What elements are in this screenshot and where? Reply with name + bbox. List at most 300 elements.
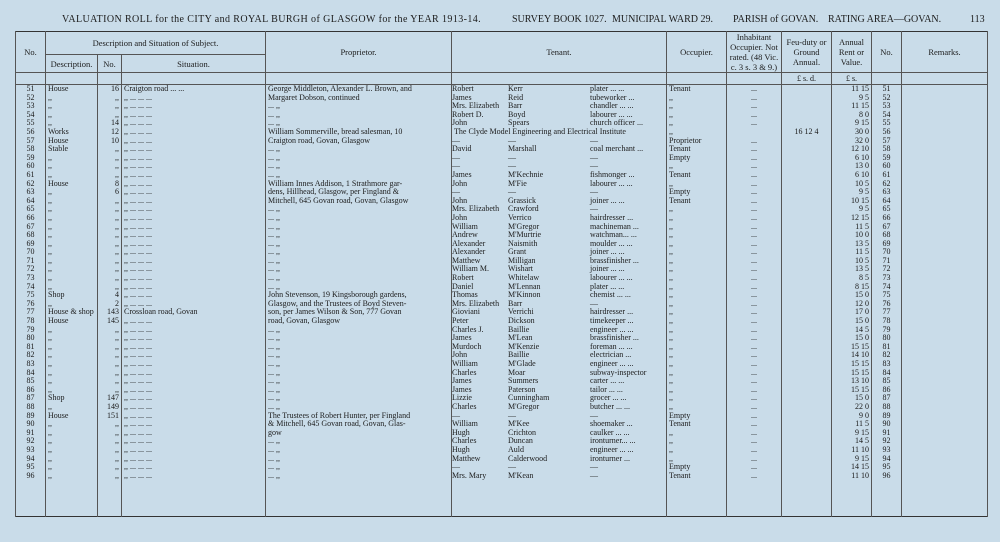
inhabitant: ... [727, 223, 782, 232]
tenant-first-name: Charles [452, 437, 477, 446]
entry-number: 58 [16, 145, 46, 154]
description: Stable [46, 145, 98, 154]
entry-number-right: 84 [872, 369, 902, 378]
table-row [16, 472, 988, 481]
house-number: 4 [98, 291, 122, 300]
proprietor: ... ,, [266, 343, 452, 352]
entry-number-right: 81 [872, 343, 902, 352]
table-row [16, 188, 988, 197]
description: ,, [46, 111, 98, 120]
tenant-occupation: plater ... ... [590, 84, 625, 93]
situation: ,, ... ... ... [122, 326, 266, 335]
occupier: ,, [667, 128, 727, 137]
feu-duty [782, 343, 832, 352]
entry-number-right: 93 [872, 446, 902, 455]
entry-number-right: 96 [872, 472, 902, 481]
proprietor: ... ,, [266, 257, 452, 266]
remarks [902, 188, 988, 197]
inhabitant: ... [727, 472, 782, 481]
table-row [16, 377, 988, 386]
inhabitant: ... [727, 308, 782, 317]
remarks [902, 265, 988, 274]
table-row [16, 119, 988, 128]
description: ,, [46, 162, 98, 171]
table-row [16, 154, 988, 163]
feu-duty [782, 162, 832, 171]
inhabitant: ... [727, 85, 782, 94]
proprietor: ... ,, [266, 386, 452, 395]
tenant-first-name: James [452, 334, 472, 343]
proprietor: road, Govan, Glasgow [266, 317, 452, 326]
proprietor: ... ,, [266, 369, 452, 378]
description: ,, [46, 455, 98, 464]
tenant [452, 334, 667, 343]
table-row [16, 343, 988, 352]
house-number: ,, [98, 351, 122, 360]
tenant [452, 154, 667, 163]
description: House [46, 85, 98, 94]
annual-value: 15 0 [832, 334, 872, 343]
tenant-first-name: Charles J. [452, 325, 484, 334]
feu-duty [782, 351, 832, 360]
tenant [452, 472, 667, 481]
occupier: ,, [667, 94, 727, 103]
tenant [452, 343, 667, 352]
table-row [16, 274, 988, 283]
annual-value: 13 5 [832, 240, 872, 249]
occupier: ,, [667, 248, 727, 257]
remarks [902, 360, 988, 369]
annual-value: 6 10 [832, 154, 872, 163]
proprietor: ... ,, [266, 394, 452, 403]
entry-number-right: 87 [872, 394, 902, 403]
situation: ,, ... ... ... [122, 472, 266, 481]
tenant-occupation: — [590, 463, 598, 472]
occupier: ,, [667, 308, 727, 317]
entry-number-right: 80 [872, 334, 902, 343]
tenant-first-name: Thomas [452, 291, 478, 300]
remarks [902, 394, 988, 403]
occupier: Empty [667, 463, 727, 472]
entry-number: 54 [16, 111, 46, 120]
tenant [452, 188, 667, 197]
entry-number: 75 [16, 291, 46, 300]
tenant-surname: M'Gregor [508, 402, 540, 411]
occupier: ,, [667, 205, 727, 214]
survey-book: SURVEY BOOK 1027. [512, 14, 607, 25]
annual-value: 9 5 [832, 205, 872, 214]
occupier: Proprietor [667, 137, 727, 146]
entry-number-right: 86 [872, 386, 902, 395]
description: ,, [46, 231, 98, 240]
col-description: Description. [46, 55, 98, 73]
table-row [16, 205, 988, 214]
table-row [16, 240, 988, 249]
page-header [0, 14, 1000, 28]
tenant-first-name: James [452, 377, 472, 386]
situation: ,, ... ... ... [122, 394, 266, 403]
entry-number: 92 [16, 437, 46, 446]
situation: ,, ... ... ... [122, 420, 266, 429]
remarks [902, 171, 988, 180]
annual-value: 11 15 [832, 102, 872, 111]
proprietor: ... ,, [266, 102, 452, 111]
feu-duty [782, 274, 832, 283]
description: ,, [46, 205, 98, 214]
feu-duty [782, 119, 832, 128]
occupier: ,, [667, 343, 727, 352]
col-desc-group: Description and Situation of Subject. [46, 32, 266, 55]
description: ,, [46, 240, 98, 249]
situation: ,, ... ... ... [122, 283, 266, 292]
inhabitant: ... [727, 334, 782, 343]
remarks [902, 240, 988, 249]
description: ,, [46, 437, 98, 446]
inhabitant: ... [727, 343, 782, 352]
tenant [452, 386, 667, 395]
remarks [902, 111, 988, 120]
annual-value: 32 0 [832, 137, 872, 146]
tenant-first-name: James [452, 385, 472, 394]
entry-number-right: 66 [872, 214, 902, 223]
description: ,, [46, 463, 98, 472]
house-number: 14 [98, 119, 122, 128]
feu-duty [782, 360, 832, 369]
feu-duty [782, 231, 832, 240]
tenant-occupation: engineer ... ... [590, 445, 634, 454]
tenant-occupation: church officer ... [590, 119, 643, 128]
proprietor: ... ,, [266, 351, 452, 360]
tenant-occupation: joiner ... ... [590, 196, 625, 205]
proprietor: ... ,, [266, 223, 452, 232]
feu-duty [782, 412, 832, 421]
situation: ,, ... ... ... [122, 154, 266, 163]
occupier: Tenant [667, 85, 727, 94]
col-proprietor: Proprietor. [266, 32, 452, 73]
entry-number-right: 61 [872, 171, 902, 180]
house-number: ,, [98, 145, 122, 154]
remarks [902, 197, 988, 206]
entry-number-right: 71 [872, 257, 902, 266]
proprietor: George Middleton, Alexander L. Brown, and [266, 85, 452, 94]
remarks [902, 94, 988, 103]
tenant-surname: Grassick [508, 196, 536, 205]
feu-duty [782, 455, 832, 464]
entry-number-right: 53 [872, 102, 902, 111]
remarks [902, 386, 988, 395]
situation: ,, ... ... ... [122, 162, 266, 171]
occupier: ,, [667, 429, 727, 438]
entry-number-right: 57 [872, 137, 902, 146]
description: ,, [46, 446, 98, 455]
tenant-first-name: Charles [452, 402, 477, 411]
proprietor: ... ,, [266, 162, 452, 171]
tenant [452, 137, 667, 146]
description: Works [46, 128, 98, 137]
entry-number-right: 59 [872, 154, 902, 163]
tenant-surname: Verrichi [508, 308, 534, 317]
tenant [452, 429, 667, 438]
tenant-surname: Calderwood [508, 454, 548, 463]
inhabitant: ... [727, 351, 782, 360]
house-number: ,, [98, 343, 122, 352]
tenant [452, 231, 667, 240]
annual-value: 9 0 [832, 412, 872, 421]
situation: ,, ... ... ... [122, 403, 266, 412]
tenant [452, 360, 667, 369]
tenant-occupation: shoemaker ... [590, 420, 633, 429]
entry-number: 82 [16, 351, 46, 360]
tenant-occupation: — [590, 153, 598, 162]
remarks [902, 128, 988, 137]
house-number: 143 [98, 308, 122, 317]
feu-duty [782, 334, 832, 343]
entry-number: 59 [16, 154, 46, 163]
feu-duty [782, 197, 832, 206]
description: ,, [46, 429, 98, 438]
tenant [452, 463, 667, 472]
annual-value: 13 0 [832, 162, 872, 171]
annual-value: 14 10 [832, 351, 872, 360]
remarks [902, 180, 988, 189]
tenant-first-name: — [452, 136, 460, 145]
situation: Crossloan road, Govan [122, 308, 266, 317]
feu-duty [782, 205, 832, 214]
situation: ,, ... ... ... [122, 180, 266, 189]
tenant-occupation: machineman ... [590, 222, 639, 231]
house-number: ,, [98, 257, 122, 266]
remarks [902, 300, 988, 309]
description: ,, [46, 283, 98, 292]
inhabitant: ... [727, 437, 782, 446]
col-annual: Annual Rent or Value. [832, 32, 872, 73]
description: ,, [46, 351, 98, 360]
tenant-occupation: coal merchant ... [590, 145, 644, 154]
proprietor: Glasgow, and the Trustees of Boyd Steven- [266, 300, 452, 309]
remarks [902, 420, 988, 429]
entry-number: 57 [16, 137, 46, 146]
annual-value: 12 15 [832, 214, 872, 223]
occupier: ,, [667, 351, 727, 360]
situation: ,, ... ... ... [122, 291, 266, 300]
house-number: ,, [98, 283, 122, 292]
remarks [902, 85, 988, 94]
feu-duty [782, 240, 832, 249]
house-number: ,, [98, 274, 122, 283]
occupier: ,, [667, 446, 727, 455]
annual-value: 9 5 [832, 188, 872, 197]
inhabitant: ... [727, 317, 782, 326]
tenant-occupation: timekeeper ... [590, 317, 634, 326]
inhabitant: ... [727, 360, 782, 369]
situation: ,, ... ... ... [122, 455, 266, 464]
situation: ,, ... ... ... [122, 412, 266, 421]
feu-duty [782, 137, 832, 146]
tenant-first-name: Robert [452, 84, 474, 93]
house-number: 145 [98, 317, 122, 326]
entry-number: 68 [16, 231, 46, 240]
occupier: ,, [667, 394, 727, 403]
situation: ,, ... ... ... [122, 240, 266, 249]
occupier: ,, [667, 386, 727, 395]
feu-duty [782, 188, 832, 197]
occupier: Empty [667, 154, 727, 163]
tenant-first-name: — [452, 463, 460, 472]
annual-value: 11 5 [832, 248, 872, 257]
feu-duty [782, 94, 832, 103]
remarks [902, 377, 988, 386]
description: ,, [46, 214, 98, 223]
house-number: ,, [98, 94, 122, 103]
annual-value: 13 5 [832, 265, 872, 274]
tenant [452, 351, 667, 360]
table-row [16, 85, 988, 94]
situation: ,, ... ... ... [122, 369, 266, 378]
tenant [452, 377, 667, 386]
description: ,, [46, 420, 98, 429]
house-number: ,, [98, 429, 122, 438]
tenant-first-name: William [452, 222, 478, 231]
feu-duty: 16 12 4 [782, 128, 832, 137]
table-row [16, 214, 988, 223]
remarks [902, 137, 988, 146]
tenant-surname: — [508, 463, 516, 472]
tenant-occupation: hairdresser ... [590, 308, 634, 317]
proprietor: ... ,, [266, 240, 452, 249]
tenant-occupation: ironturner... ... [590, 437, 636, 446]
remarks [902, 162, 988, 171]
tenant-first-name: David [452, 145, 472, 154]
entry-number: 60 [16, 162, 46, 171]
occupier: ,, [667, 274, 727, 283]
annual-value: 14 5 [832, 437, 872, 446]
tenant-occupation: engineer ... ... [590, 360, 634, 368]
tenant-occupation: chemist ... ... [590, 291, 631, 300]
proprietor: ... ,, [266, 119, 452, 128]
tenant-first-name: Andrew [452, 231, 478, 240]
inhabitant: ... [727, 386, 782, 395]
entry-number-right: 75 [872, 291, 902, 300]
entry-number: 74 [16, 283, 46, 292]
description: ,, [46, 403, 98, 412]
rating-area: RATING AREA—GOVAN. [828, 14, 942, 25]
feu-duty [782, 377, 832, 386]
description: House [46, 317, 98, 326]
remarks [902, 334, 988, 343]
occupier: ,, [667, 214, 727, 223]
table-row [16, 128, 988, 137]
tenant [452, 171, 667, 180]
tenant-surname: Moar [508, 368, 526, 377]
tenant-surname: Dickson [508, 317, 535, 326]
table-row [16, 291, 988, 300]
feu-duty [782, 283, 832, 292]
tenant-surname: M'Murtrie [508, 231, 541, 240]
annual-value: 8 15 [832, 283, 872, 292]
tenant [452, 214, 667, 223]
situation: Craigton road ... ... [122, 85, 266, 94]
tenant [452, 369, 667, 378]
description: ,, [46, 154, 98, 163]
entry-number-right: 79 [872, 326, 902, 335]
tenant-first-name: Mrs. Elizabeth [452, 102, 500, 111]
feu-duty [782, 437, 832, 446]
situation: ,, ... ... ... [122, 137, 266, 146]
tenant [452, 180, 667, 189]
tenant-full: The Clyde Model Engineering and Electrical Institute [454, 126, 626, 136]
tenant-surname: Verrico [508, 213, 532, 222]
tenant-surname: — [508, 411, 516, 420]
occupier: ,, [667, 231, 727, 240]
table-row [16, 223, 988, 232]
occupier: ,, [667, 334, 727, 343]
situation: ,, ... ... ... [122, 248, 266, 257]
inhabitant: ... [727, 377, 782, 386]
annual-value: 22 0 [832, 403, 872, 412]
tenant-surname: Grant [508, 248, 527, 257]
tenant-first-name: James [452, 170, 472, 179]
inhabitant: ... [727, 394, 782, 403]
remarks [902, 472, 988, 481]
feu-duty [782, 369, 832, 378]
occupier: Tenant [667, 472, 727, 481]
feu-units: £ s. d. [782, 73, 832, 85]
house-number: ,, [98, 265, 122, 274]
tenant-first-name: Matthew [452, 454, 481, 463]
entry-number-right: 83 [872, 360, 902, 369]
proprietor: ... ,, [266, 403, 452, 412]
tenant-first-name: Murdoch [452, 342, 482, 351]
tenant-occupation: engineer ... ... [590, 325, 634, 334]
situation: ,, ... ... ... [122, 437, 266, 446]
tenant-occupation: — [590, 136, 598, 145]
entry-number-right: 90 [872, 420, 902, 429]
table-row [16, 94, 988, 103]
remarks [902, 205, 988, 214]
col-occupier: Occupier. [667, 32, 727, 73]
table-row [16, 111, 988, 120]
table-row [16, 334, 988, 343]
table-row [16, 265, 988, 274]
entry-number: 96 [16, 472, 46, 481]
proprietor: ... ,, [266, 437, 452, 446]
proprietor: ... ,, [266, 472, 452, 481]
entry-number: 76 [16, 300, 46, 309]
feu-duty [782, 248, 832, 257]
situation: ,, ... ... ... [122, 300, 266, 309]
proprietor: ... ,, [266, 154, 452, 163]
tenant-surname: — [508, 136, 516, 145]
proprietor: Craigton road, Govan, Glasgow [266, 137, 452, 146]
entry-number-right: 52 [872, 94, 902, 103]
tenant-occupation: ironturner ... [590, 454, 630, 463]
situation: ,, ... ... ... [122, 334, 266, 343]
entry-number: 94 [16, 455, 46, 464]
remarks [902, 214, 988, 223]
feu-duty [782, 420, 832, 429]
inhabitant: ... [727, 154, 782, 163]
tenant-surname: Summers [508, 377, 539, 386]
tenant-surname: Milligan [508, 256, 536, 265]
situation: ,, ... ... ... [122, 214, 266, 223]
col-remarks: Remarks. [902, 32, 988, 73]
proprietor: ... ,, [266, 455, 452, 464]
tenant [452, 145, 667, 154]
remarks [902, 154, 988, 163]
proprietor: ... ,, [266, 265, 452, 274]
col-no-right: No. [872, 32, 902, 73]
tenant-first-name: Alexander [452, 239, 486, 248]
